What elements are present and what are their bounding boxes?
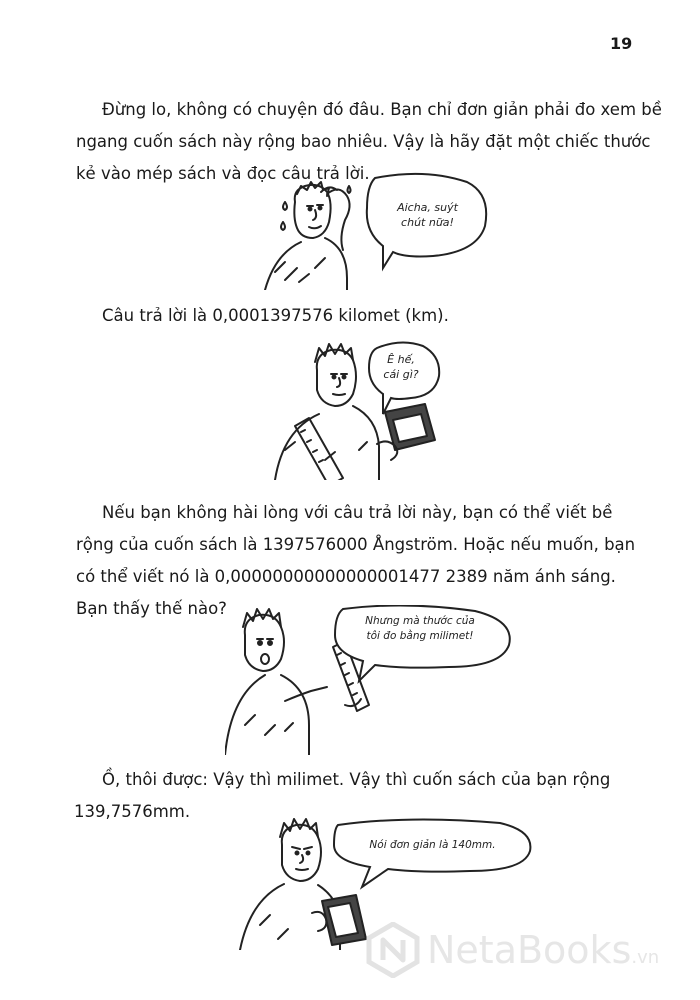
watermark-brand: NetaBooks — [427, 928, 632, 972]
illustration-man-scratching-head — [255, 172, 495, 290]
watermark-text — [427, 928, 659, 972]
paragraph-line: kẻ vào mép sách và đọc câu trả lời. — [76, 164, 370, 183]
paragraph-line: 139,7576mm. — [74, 802, 191, 821]
netabooks-logo-icon — [365, 922, 421, 978]
speech-bubble-3 — [340, 614, 500, 644]
watermark-suffix: .vn — [631, 947, 660, 968]
bubble-line: Aicha, suýt — [397, 201, 458, 214]
paragraph-line: Nếu bạn không hài lòng với câu trả lời này, bạn có thể viết bề — [102, 503, 613, 522]
paragraph-line: Ồ, thôi được: Vậy thì milimet. Vậy thì cuốn sách của bạn rộng — [102, 770, 611, 789]
bubble-line: Nói đơn giản là 140mm. — [369, 839, 496, 851]
paragraph-line: rộng của cuốn sách là 1397576000 Ångström. Hoặc nếu muốn, bạn — [76, 535, 636, 554]
speech-bubble-2 — [370, 352, 432, 382]
bubble-line: cái gì? — [383, 368, 419, 381]
page-number: 19 — [610, 34, 633, 53]
bubble-line: chút nữa! — [401, 216, 454, 229]
paragraph-line: Bạn thấy thế nào? — [76, 599, 227, 618]
paragraph-line: ngang cuốn sách này rộng bao nhiêu. Vậy là hãy đặt một chiếc thước — [76, 132, 651, 151]
paragraph-line: Câu trả lời là 0,0001397576 kilomet (km). — [102, 306, 449, 325]
paragraph-2 — [102, 300, 642, 332]
paragraph-line: có thể viết nó là 0,00000000000000001477 2389 năm ánh sáng. — [76, 567, 616, 586]
bubble-line: tôi đo bằng milimet! — [366, 630, 474, 642]
bubble-line: Ê hế, — [387, 353, 415, 366]
watermark — [365, 918, 685, 988]
paragraph-line: Đừng lo, không có chuyện đó đâu. Bạn chỉ đơn giản phải đo xem bề — [102, 100, 662, 119]
speech-bubble-4 — [345, 838, 520, 853]
speech-bubble-1 — [375, 200, 480, 230]
bubble-line: Nhưng mà thước của — [365, 615, 475, 627]
